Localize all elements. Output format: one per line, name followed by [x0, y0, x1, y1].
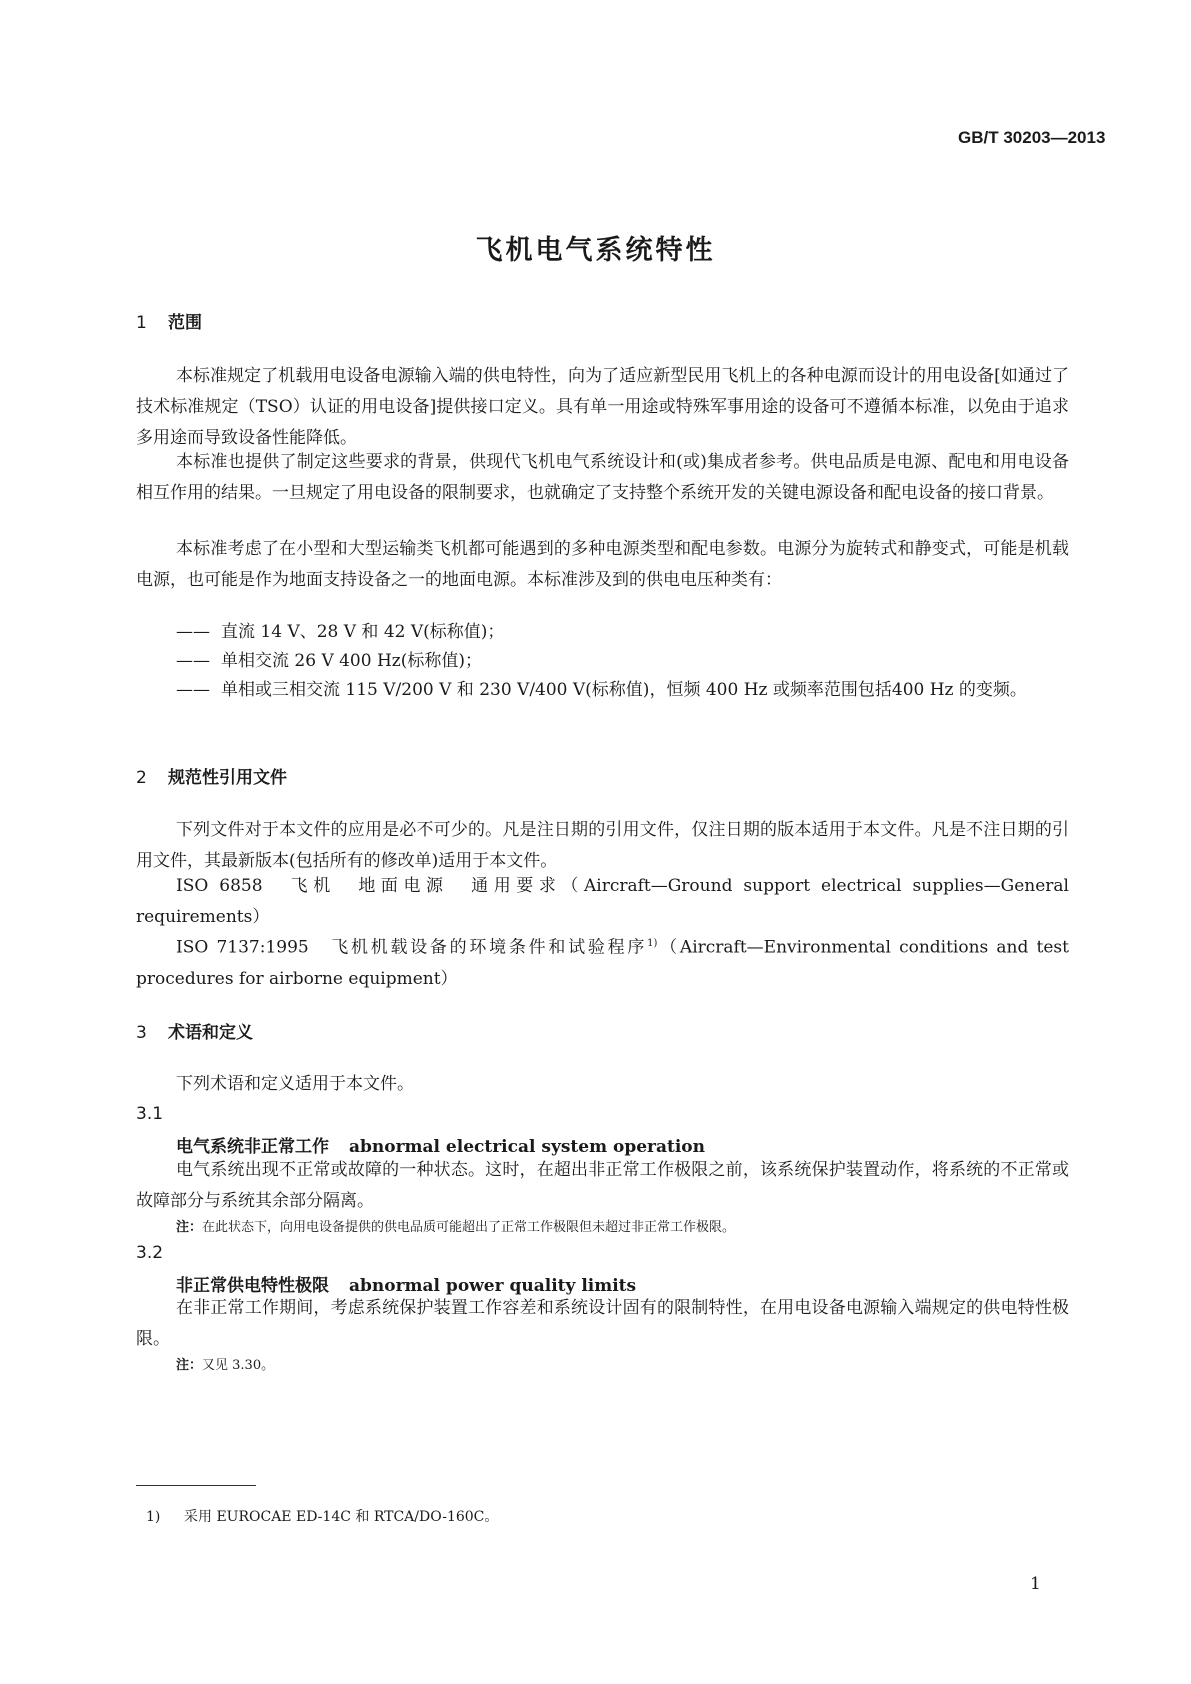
reference-iso-7137 — [136, 928, 1069, 995]
list-item-text: 直流 14 V、28 V 和 42 V(标称值)； — [221, 622, 505, 642]
reference-iso-6858: ISO 6858 飞机 地面电源 通用要求（Aircraft—Ground support electrical supplies—General requirements） — [136, 876, 1069, 927]
document-title: 飞机电气系统特性 — [475, 235, 716, 266]
footnote-divider — [136, 1485, 256, 1486]
section-1-heading — [136, 308, 202, 333]
term-en: abnormal electrical system operation — [349, 1137, 706, 1157]
section-2-paragraph-1: 下列文件对于本文件的应用是必不可少的。凡是注日期的引用文件，仅注日期的版本适用于本文件。凡是不注日期的引用文件，其最新版本(包括所有的修改单)适用于本文件。 — [136, 820, 1069, 871]
term-definition: 在非正常工作期间，考虑系统保护装置工作容差和系统设计固有的限制特性，在用电设备电源输入端规定的供电特性极限。 — [136, 1298, 1069, 1349]
section-1-paragraph-1: 本标准规定了机载用电设备电源输入端的供电特性，向为了适应新型民用飞机上的各种电源而设计的用电设备[如通过了技术标准规定（TSO）认证的用电设备]提供接口定义。具有单一用途或特殊军事用途的设备可不遵循本标准，以免由于追求多用途而导致设备性能降低。 — [136, 366, 1069, 448]
section-3-intro: 下列术语和定义适用于本文件。 — [176, 1074, 414, 1094]
term-number: 3.2 — [136, 1243, 164, 1263]
term-note — [176, 1354, 1069, 1373]
note-label: 注： — [176, 1220, 203, 1235]
term-zh: 非正常供电特性极限 — [176, 1276, 329, 1296]
list-item — [176, 646, 1069, 677]
footnote-text: 采用 EUROCAE ED-14C 和 RTCA/DO-160C。 — [184, 1509, 499, 1525]
term-definition: 电气系统出现不正常或故障的一种状态。这时，在超出非正常工作极限之前，该系统保护装置动作，将系统的不正常或故障部分与系统其余部分隔离。 — [136, 1160, 1069, 1211]
section-number: 2 — [136, 768, 147, 788]
section-number: 1 — [136, 313, 147, 333]
footnote-number: 1) — [146, 1509, 161, 1525]
section-number: 3 — [136, 1023, 147, 1043]
dash-mark: —— — [176, 680, 210, 700]
list-item-text: 单相交流 26 V 400 Hz(标称值)； — [221, 651, 483, 671]
note-text: 又见 3.30。 — [202, 1358, 275, 1373]
dash-mark: —— — [176, 622, 210, 642]
footnote-marker: 1) — [647, 938, 658, 949]
section-1-paragraph-2: 本标准也提供了制定这些要求的背景，供现代飞机电气系统设计和(或)集成者参考。供电品质是电源、配电和用电设备相互作用的结果。一旦规定了用电设备的限制要求，也就确定了支持整个系统开发的关键电源设备和配电设备的接口背景。 — [136, 452, 1069, 503]
section-title: 范围 — [168, 313, 202, 333]
term-number: 3.1 — [136, 1104, 164, 1124]
note-text: 在此状态下，向用电设备提供的供电品质可能超出了正常工作极限但未超过非正常工作极限。 — [202, 1220, 736, 1235]
reference-text: （Aircraft—Environmental conditions and test procedures for airborne equipment） — [136, 937, 1069, 989]
section-3-heading — [136, 1018, 253, 1043]
standard-number: GB/T 30203—2013 — [958, 128, 1106, 147]
list-item — [176, 675, 1069, 706]
section-1-paragraph-3: 本标准考虑了在小型和大型运输类飞机都可能遇到的多种电源类型和配电参数。电源分为旋转式和静变式，可能是机载电源，也可能是作为地面支持设备之一的地面电源。本标准涉及到的供电电压种类有： — [136, 539, 1069, 590]
term-heading — [176, 1132, 705, 1157]
term-zh: 电气系统非正常工作 — [176, 1137, 329, 1157]
list-item-text: 单相或三相交流 115 V/200 V 和 230 V/400 V(标称值)，恒频 400 Hz 或频率范围包括400 Hz 的变频。 — [221, 680, 1027, 700]
term-note — [176, 1216, 1069, 1235]
note-label: 注： — [176, 1358, 203, 1373]
section-title: 规范性引用文件 — [168, 768, 287, 788]
reference-text: ISO 7137:1995 飞机机载设备的环境条件和试验程序 — [176, 937, 648, 958]
term-en: abnormal power quality limits — [349, 1276, 637, 1296]
section-2-heading — [136, 763, 287, 788]
list-item — [176, 617, 1069, 648]
footnote — [136, 1506, 498, 1526]
page-number: 1 — [1030, 1574, 1041, 1594]
dash-mark: —— — [176, 651, 210, 671]
section-title: 术语和定义 — [168, 1023, 253, 1043]
